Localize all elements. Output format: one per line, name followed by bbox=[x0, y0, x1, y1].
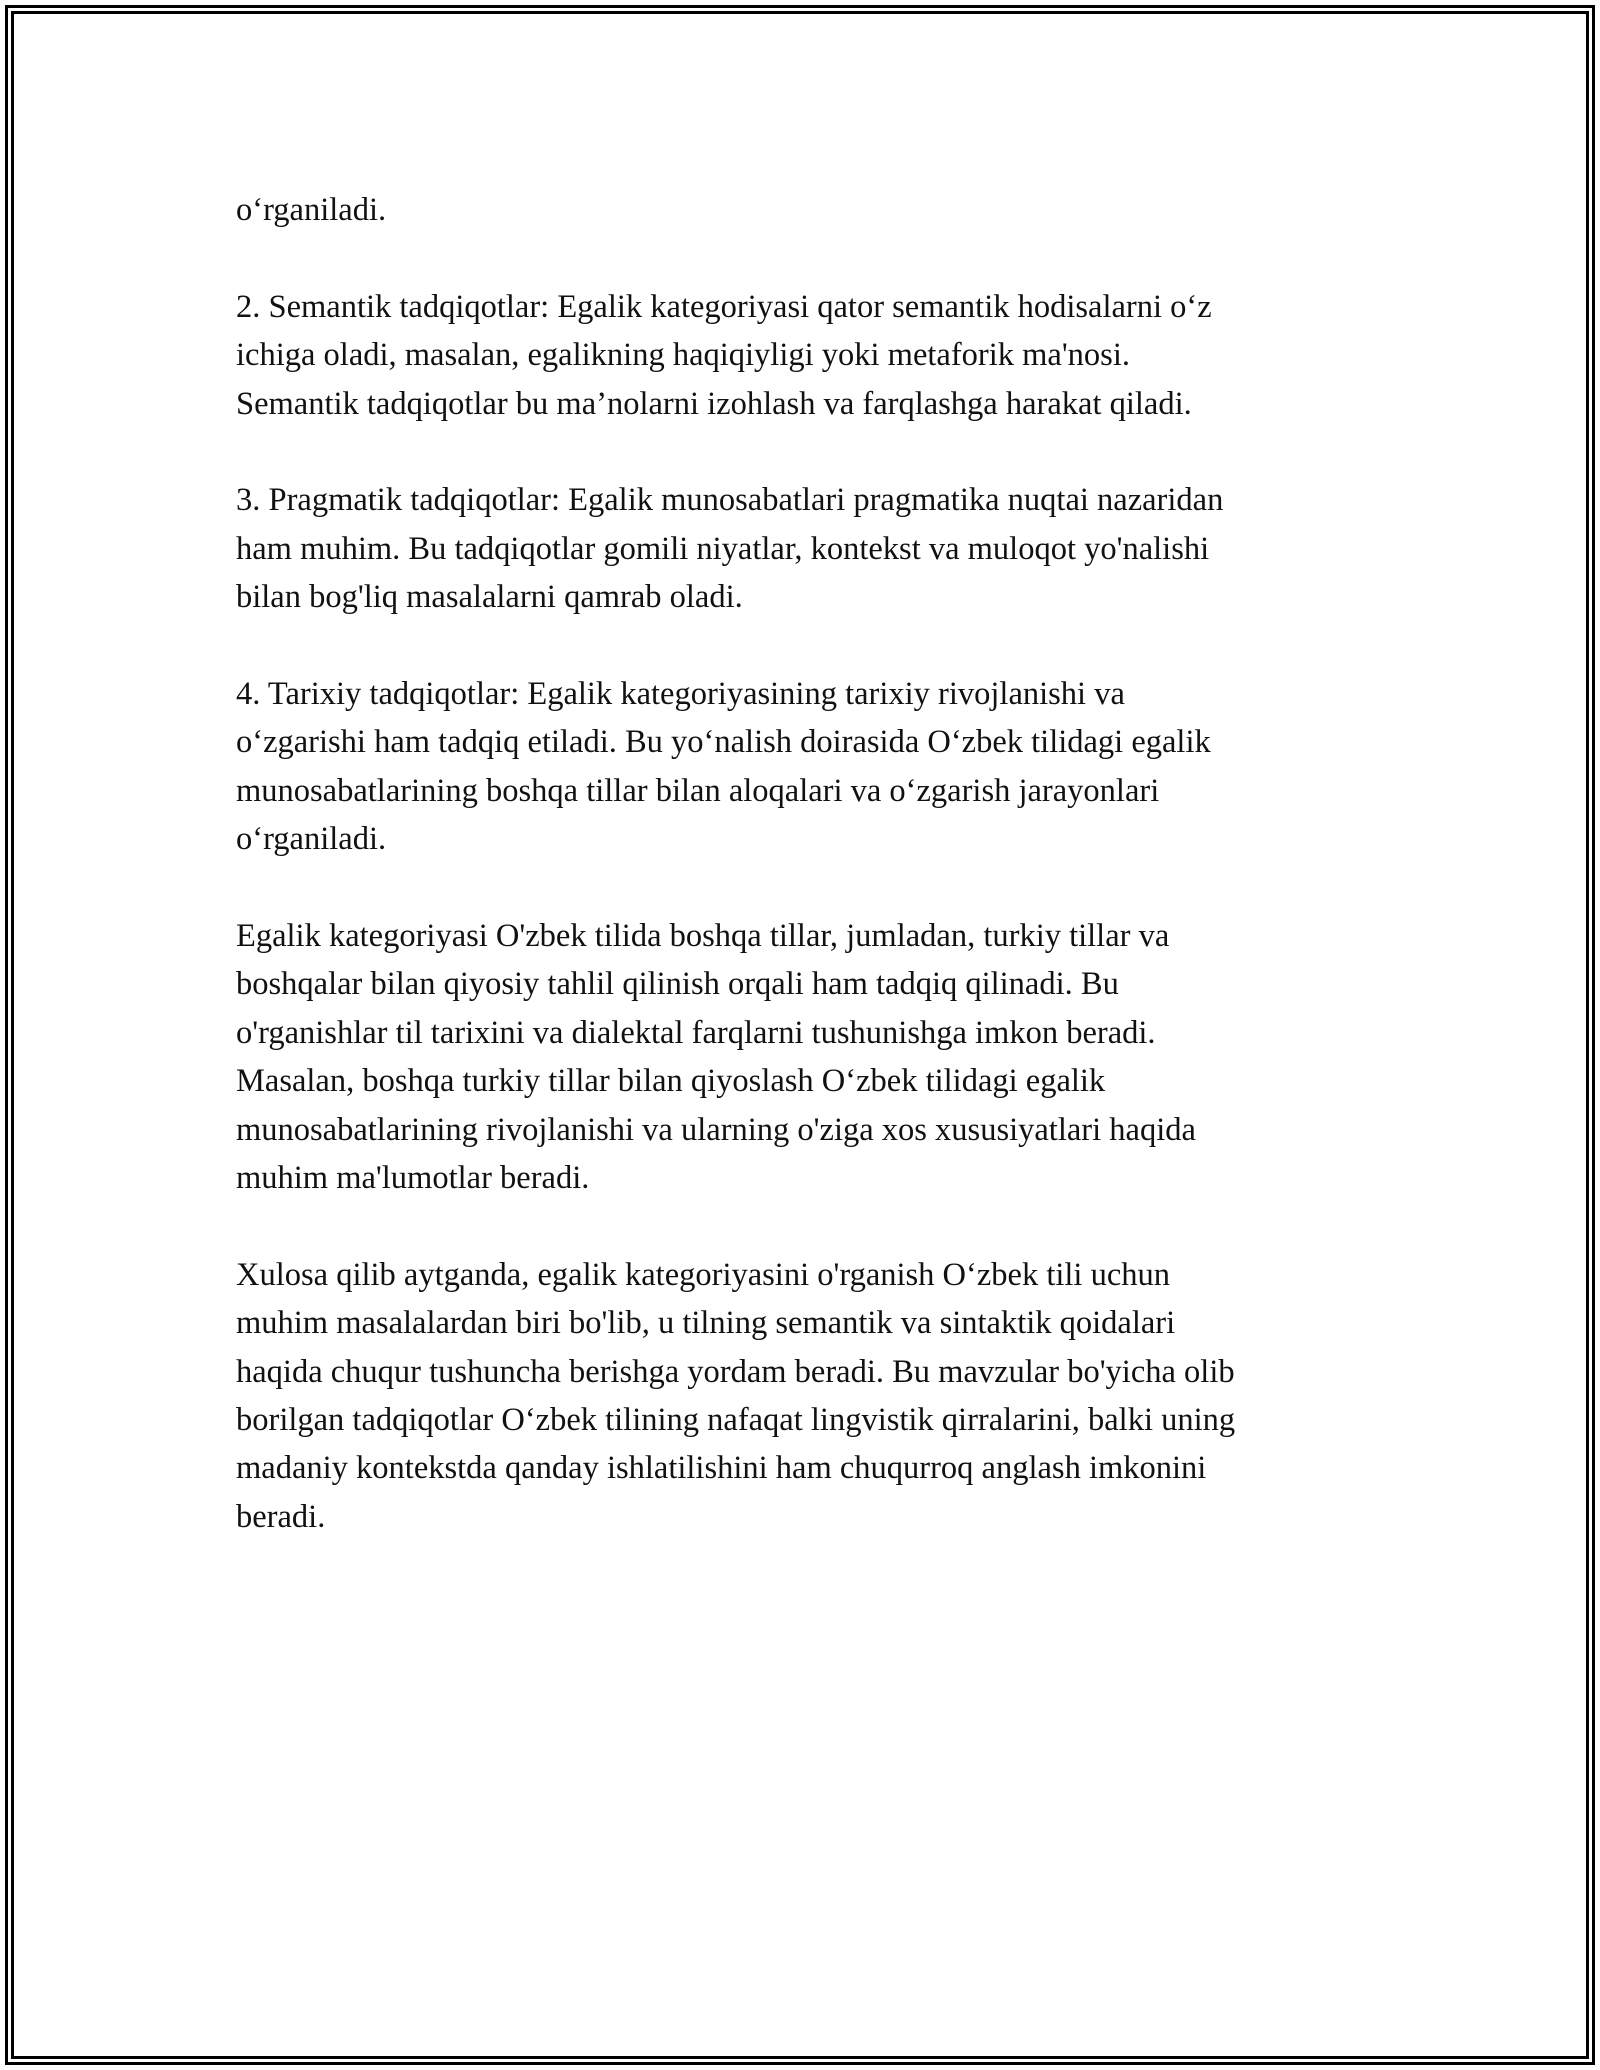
text-line: Masalan, boshqa turkiy tillar bilan qiyoslash O‘zbek tilidagi egalik bbox=[236, 1063, 1106, 1100]
paragraph-pragmatic-research bbox=[236, 476, 1396, 621]
text-line: o'rganishlar til tarixini va dialektal farqlarni tushunishga imkon beradi. bbox=[236, 1014, 1156, 1051]
paragraph-semantic-research bbox=[236, 283, 1396, 428]
text-line: borilgan tadqiqotlar O‘zbek tilining nafaqat lingvistik qirralarini, balki uning bbox=[236, 1402, 1236, 1439]
text-line: haqida chuqur tushuncha berishga yordam beradi. Bu mavzular bo'yicha olib bbox=[236, 1353, 1235, 1390]
text-line: bilan bog'liq masalalarni qamrab oladi. bbox=[236, 579, 743, 616]
text-line: o‘rganiladi. bbox=[236, 192, 387, 228]
text-line: boshqalar bilan qiyosiy tahlil qilinish orqali ham tadqiq qilinadi. Bu bbox=[236, 966, 1119, 1003]
text-line: muhim ma'lumotlar beradi. bbox=[236, 1160, 590, 1197]
text-line: Semantik tadqiqotlar bu ma’nolarni izohlash va farqlashga harakat qiladi. bbox=[236, 385, 1192, 422]
text-line: o‘zgarishi ham tadqiq etiladi. Bu yo‘nalish doirasida O‘zbek tilidagi egalik bbox=[236, 724, 1211, 761]
text-line: Xulosa qilib aytganda, egalik kategoriyasini o'rganish O‘zbek tili uchun bbox=[236, 1256, 1170, 1293]
text-line: ham muhim. Bu tadqiqotlar gomili niyatlar, kontekst va muloqot yo'nalishi bbox=[236, 530, 1210, 567]
text-line: 2. Semantik tadqiqotlar: Egalik kategoriyasi qator semantik hodisalarni o‘z bbox=[236, 288, 1212, 325]
text-line: 3. Pragmatik tadqiqotlar: Egalik munosabatlari pragmatika nuqtai nazaridan bbox=[236, 482, 1224, 519]
text-line: 4. Tarixiy tadqiqotlar: Egalik kategoriyasining tarixiy rivojlanishi va bbox=[236, 676, 1125, 713]
text-line: o‘rganiladi. bbox=[236, 821, 387, 858]
text-line: madaniy kontekstda qanday ishlatilishini ham chuqurroq anglash imkonini bbox=[236, 1450, 1207, 1487]
text-line: beradi. bbox=[236, 1498, 326, 1535]
text-line: munosabatlarining boshqa tillar bilan aloqalari va o‘zgarish jarayonlari bbox=[236, 772, 1160, 809]
paragraph-historical-research bbox=[236, 670, 1396, 864]
paragraph-comparative-analysis bbox=[236, 912, 1396, 1202]
paragraph-continuation bbox=[236, 186, 1396, 234]
text-line: Egalik kategoriyasi O'zbek tilida boshqa tillar, jumladan, turkiy tillar va bbox=[236, 918, 1170, 955]
document-body bbox=[236, 186, 1396, 1590]
paragraph-conclusion bbox=[236, 1251, 1396, 1541]
text-line: muhim masalalardan biri bo'lib, u tilning semantik va sintaktik qoidalari bbox=[236, 1305, 1176, 1342]
text-line: munosabatlarining rivojlanishi va ularning o'ziga xos xususiyatlari haqida bbox=[236, 1111, 1196, 1148]
text-line: ichiga oladi, masalan, egalikning haqiqiyligi yoki metaforik ma'nosi. bbox=[236, 337, 1130, 374]
